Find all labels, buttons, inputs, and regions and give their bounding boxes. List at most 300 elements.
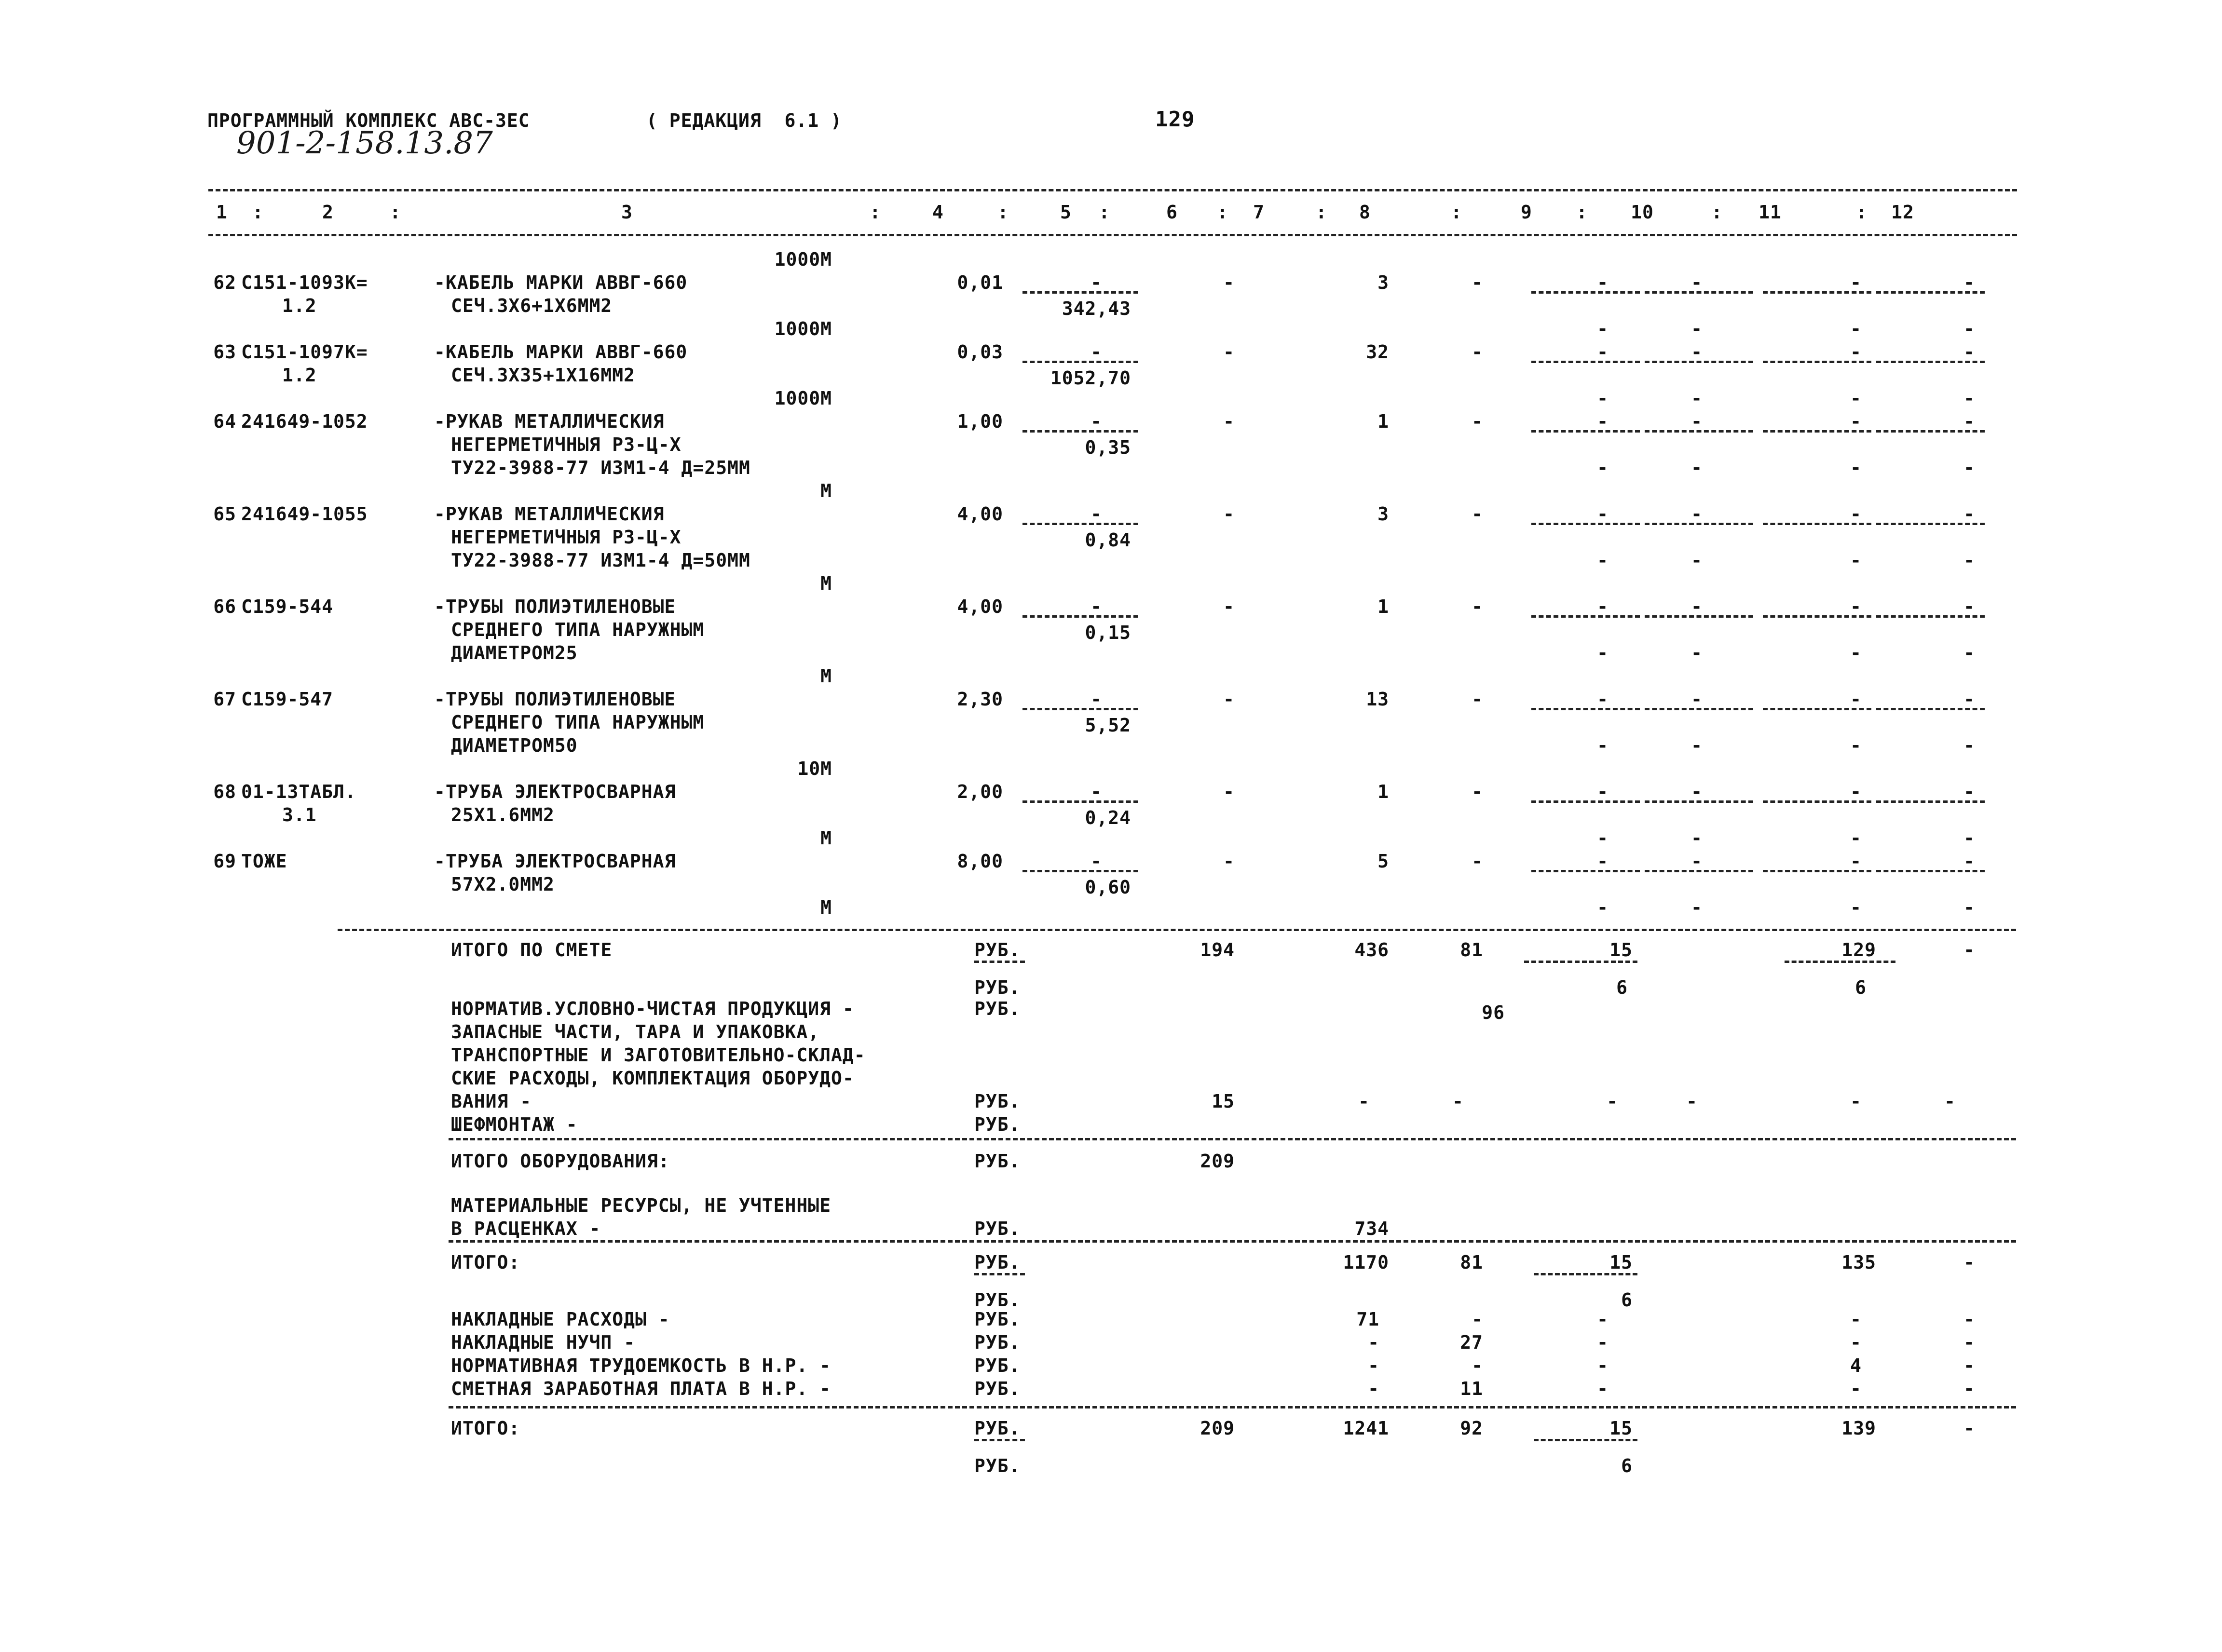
column-header-cell: 3 [621,202,633,223]
row-code: С159-547 [241,689,334,710]
row-code: 241649-1055 [241,503,368,525]
row-col12-b: - [1963,457,1975,478]
row-price: 0,24 [1085,807,1131,828]
row-code: ТОЖЕ [241,851,287,872]
row-price: 342,43 [1062,298,1131,319]
row-col7: 13 [1366,689,1389,710]
overhead-unit: РУБ. [974,1355,1021,1376]
unit-label: М [820,665,832,687]
row-col10-b: - [1691,897,1703,918]
sub-rule [1763,523,1871,525]
row-col9: - [1597,272,1609,293]
materials-line: МАТЕРИАЛЬНЫЕ РЕСУРСЫ, НЕ УЧТЕННЫЕ [451,1195,831,1216]
row-col11: - [1850,781,1862,802]
row-code: С151-1093К= [241,272,368,293]
row-col7: 5 [1377,851,1389,872]
itogo2-unit: РУБ. [974,1418,1021,1439]
sub-rule [1531,523,1640,525]
sub-rule [1531,870,1640,872]
row-col10-b: - [1691,457,1703,478]
sub-rule [1531,291,1640,294]
materials-line: В РАСЦЕНКАХ - [451,1218,601,1239]
unit-label: М [820,827,832,849]
row-col11-b: - [1850,388,1862,409]
section-rule [449,1138,2016,1140]
normative-line: ВАНИЯ - [451,1091,532,1112]
row-col10-b: - [1691,388,1703,409]
sub-rule [1876,870,1985,872]
sub-rule [1785,961,1895,963]
sub-rule [1022,430,1138,433]
row-col9-b: - [1597,550,1609,571]
empty-cell: - [1607,1091,1618,1112]
normative-line: ЗАПАСНЫЕ ЧАСТИ, ТАРА И УПАКОВКА, [451,1021,820,1043]
row-col12: - [1963,689,1975,710]
sub-rule [1022,291,1138,294]
row-number: 67 [213,689,236,710]
row-col11-b: - [1850,457,1862,478]
row-col10: - [1691,341,1703,363]
row-col12: - [1963,596,1975,617]
row-col6: - [1223,689,1235,710]
row-col7: 1 [1377,596,1389,617]
sub-rule [1534,1439,1637,1441]
row-col10: - [1691,503,1703,525]
sub-rule [1645,430,1753,433]
row-col9-b: - [1597,827,1609,849]
row-description: -КАБЕЛЬ МАРКИ АВВГ-660 [434,341,688,363]
overhead-label: НАКЛАДНЫЕ НУЧП - [451,1332,636,1353]
column-header-cell: 6 [1166,202,1178,223]
sub-rule [1645,291,1753,294]
row-col5: - [1091,689,1102,710]
row-col12-b: - [1963,735,1975,756]
total-estimate-unit: РУБ. [974,939,1021,961]
equipment-total-label: ИТОГО ОБОРУДОВАНИЯ: [451,1151,670,1172]
row-col7: 1 [1377,411,1389,432]
itogo1-label: ИТОГО: [451,1252,520,1273]
column-header-cell: : [997,202,1009,223]
row-col12-b: - [1963,642,1975,664]
sub-rule [974,1439,1025,1441]
section-rule [449,1406,2016,1408]
unit-label: М [820,573,832,594]
row-quantity: 0,03 [957,341,1003,363]
sub-rule [1531,615,1640,618]
sub-rule [1022,361,1138,363]
row-description: -ТРУБЫ ПОЛИЭТИЛЕНОВЫЕ [434,689,676,710]
sub-rule [1645,523,1753,525]
row-price: 5,52 [1085,715,1131,736]
shefmontazh-label: ШЕФМОНТАЖ - [451,1114,578,1135]
overhead-col11: - [1850,1378,1862,1399]
total-estimate-col6: 194 [1200,939,1235,961]
overhead-col7: - [1368,1378,1379,1399]
row-col6: - [1223,851,1235,872]
row-number: 69 [213,851,236,872]
sub-rule [974,1273,1025,1275]
row-col7: 3 [1377,503,1389,525]
row-col9: - [1597,503,1609,525]
total-estimate-col11-b: 6 [1855,977,1867,998]
row-description: -ТРУБА ЭЛЕКТРОСВАРНАЯ [434,851,676,872]
column-header-cell: 7 [1253,202,1265,223]
row-col11-b: - [1850,318,1862,339]
row-col10-b: - [1691,318,1703,339]
column-header-cell: 10 [1631,202,1654,223]
section-rule [449,1240,2016,1243]
empty-cell: - [1850,1091,1862,1112]
overhead-col7: - [1368,1332,1379,1353]
column-header-cell: : [1451,202,1462,223]
row-number: 63 [213,341,236,363]
row-col11-b: - [1850,735,1862,756]
header-rule-top [208,189,2017,191]
row-col6: - [1223,781,1235,802]
row-col9: - [1597,851,1609,872]
sub-rule [1645,800,1753,803]
sub-rule [1022,708,1138,710]
row-col5: - [1091,596,1102,617]
overhead-col11: - [1850,1309,1862,1330]
row-col7: 32 [1366,341,1389,363]
sub-rule [1763,800,1871,803]
overhead-col7: 71 [1356,1309,1379,1330]
materials-col7: 734 [1354,1218,1389,1239]
row-col6: - [1223,596,1235,617]
sub-rule [1645,615,1753,618]
row-price: 1052,70 [1050,367,1131,389]
row-col12: - [1963,503,1975,525]
row-col10: - [1691,411,1703,432]
sub-rule [1876,430,1985,433]
sub-rule [1763,291,1871,294]
column-header-cell: 5 [1060,202,1072,223]
row-col11: - [1850,596,1862,617]
normative-unit: РУБ. [974,998,1021,1019]
overhead-col12: - [1963,1355,1975,1376]
row-description: -ТРУБА ЭЛЕКТРОСВАРНАЯ [434,781,676,802]
row-quantity: 0,01 [957,272,1003,293]
row-description: ТУ22-3988-77 ИЗМ1-4 Д=25ММ [451,457,750,478]
sub-rule [1534,1273,1637,1275]
overhead-col8: 27 [1460,1332,1483,1353]
sub-rule [1876,523,1985,525]
row-price: 0,84 [1085,529,1131,551]
sub-rule [1763,361,1871,363]
column-header-cell: : [1217,202,1228,223]
row-code: С151-1097К= [241,341,368,363]
row-code: С159-544 [241,596,334,617]
overhead-label: СМЕТНАЯ ЗАРАБОТНАЯ ПЛАТА В Н.Р. - [451,1378,831,1399]
row-col8: - [1472,596,1483,617]
row-number: 65 [213,503,236,525]
column-header-cell: : [1711,202,1723,223]
row-number: 62 [213,272,236,293]
overhead-col11: - [1850,1332,1862,1353]
edition-label: ( РЕДАКЦИЯ 6.1 ) [646,110,842,131]
row-col12-b: - [1963,550,1975,571]
shefmontazh-unit: РУБ. [974,1114,1021,1135]
sub-rule [1763,708,1871,710]
itogo1-col9: 15 [1609,1252,1633,1273]
itogo2-col6: 209 [1200,1418,1235,1439]
row-code-sub: 1.2 [282,365,317,386]
sub-rule [1763,615,1871,618]
overhead-col9: - [1597,1332,1609,1353]
total-estimate-col7: 436 [1354,939,1389,961]
itogo1-col7: 1170 [1343,1252,1389,1273]
itogo2-col7: 1241 [1343,1418,1389,1439]
total-estimate-col9-b: 6 [1616,977,1628,998]
row-description: СРЕДНЕГО ТИПА НАРУЖНЫМ [451,712,705,733]
row-quantity: 2,30 [957,689,1003,710]
row-col9-b: - [1597,642,1609,664]
row-description: СЕЧ.3Х6+1Х6ММ2 [451,295,613,316]
column-header-cell: 8 [1359,202,1371,223]
overhead-col11: 4 [1850,1355,1862,1376]
row-col8: - [1472,851,1483,872]
sub-rule [1022,870,1138,872]
row-description: СЕЧ.3Х35+1Х16ММ2 [451,365,636,386]
total-estimate-unit-b: РУБ. [974,977,1021,998]
sub-rule [1876,291,1985,294]
itogo2-col8: 92 [1460,1418,1483,1439]
row-description: -КАБЕЛЬ МАРКИ АВВГ-660 [434,272,688,293]
row-col8: - [1472,341,1483,363]
row-description: 25Х1.6ММ2 [451,804,555,826]
row-col12-b: - [1963,827,1975,849]
program-title: ПРОГРАММНЫЙ КОМПЛЕКС АВС-3ЕС [207,110,530,131]
row-col10: - [1691,596,1703,617]
row-col6: - [1223,272,1235,293]
row-col12: - [1963,411,1975,432]
normative-line: ТРАНСПОРТНЫЕ И ЗАГОТОВИТЕЛЬНО-СКЛАД- [451,1044,866,1066]
row-col12-b: - [1963,318,1975,339]
row-description: -РУКАВ МЕТАЛЛИЧЕСКИЯ [434,503,665,525]
row-col10-b: - [1691,827,1703,849]
row-col12: - [1963,781,1975,802]
overhead-col8: - [1472,1355,1483,1376]
normative-line: СКИЕ РАСХОДЫ, КОМПЛЕКТАЦИЯ ОБОРУДО- [451,1068,854,1089]
row-col11-b: - [1850,642,1862,664]
row-col11: - [1850,411,1862,432]
itogo2-col11: 139 [1841,1418,1876,1439]
normative-unit-2: РУБ. [974,1091,1021,1112]
row-code: 01-13ТАБЛ. [241,781,356,802]
row-number: 66 [213,596,236,617]
itogo2-col9-b: 6 [1621,1455,1633,1476]
row-col8: - [1472,781,1483,802]
row-price: 0,60 [1085,877,1131,898]
row-description: НЕГЕРМЕТИЧНЫЯ РЗ-Ц-Х [451,527,682,548]
row-quantity: 2,00 [957,781,1003,802]
sub-rule [974,961,1025,963]
row-col9-b: - [1597,457,1609,478]
column-header-cell: 9 [1521,202,1532,223]
overhead-col9: - [1597,1378,1609,1399]
sub-rule [1763,430,1871,433]
row-col12: - [1963,272,1975,293]
overhead-unit: РУБ. [974,1309,1021,1330]
column-header-cell: : [1099,202,1110,223]
itogo1-col11: 135 [1841,1252,1876,1273]
overhead-col12: - [1963,1332,1975,1353]
row-col11: - [1850,851,1862,872]
row-col12-b: - [1963,897,1975,918]
row-number: 68 [213,781,236,802]
row-price: 0,35 [1085,437,1131,458]
itogo1-unit: РУБ. [974,1252,1021,1273]
sub-rule [1531,430,1640,433]
column-header-cell: 12 [1891,202,1914,223]
page-number: 129 [1155,107,1195,132]
sub-rule [1022,615,1138,618]
row-col9: - [1597,411,1609,432]
sub-rule [1022,800,1138,803]
row-price: 0,15 [1085,622,1131,643]
normative-col8: 96 [1482,1002,1505,1023]
sub-rule [1531,708,1640,710]
row-description: ТУ22-3988-77 ИЗМ1-4 Д=50ММ [451,550,750,571]
row-col9: - [1597,781,1609,802]
empty-cell: - [1358,1091,1370,1112]
row-col9: - [1597,689,1609,710]
column-header-cell: : [252,202,264,223]
row-col12: - [1963,341,1975,363]
row-col10: - [1691,781,1703,802]
sub-rule [1876,800,1985,803]
itogo2-label: ИТОГО: [451,1418,520,1439]
row-col9-b: - [1597,318,1609,339]
row-col9: - [1597,596,1609,617]
overhead-col12: - [1963,1378,1975,1399]
itogo1-unit-b: РУБ. [974,1289,1021,1311]
row-col7: 1 [1377,781,1389,802]
overhead-label: НАКЛАДНЫЕ РАСХОДЫ - [451,1309,670,1330]
column-header-cell: : [1856,202,1868,223]
overhead-unit: РУБ. [974,1378,1021,1399]
row-col5: - [1091,411,1102,432]
row-col8: - [1472,272,1483,293]
overhead-col7: - [1368,1355,1379,1376]
row-number: 64 [213,411,236,432]
sub-rule [1524,961,1637,963]
sub-rule [1876,615,1985,618]
header-rule-bottom [208,234,2017,236]
total-estimate-col8: 81 [1460,939,1483,961]
row-col5: - [1091,851,1102,872]
column-header-cell: 1 [216,202,228,223]
row-col10-b: - [1691,735,1703,756]
row-col12: - [1963,851,1975,872]
sub-rule [1645,870,1753,872]
sub-rule [1645,708,1753,710]
total-estimate-label: ИТОГО ПО СМЕТЕ [451,939,613,961]
column-header-cell: : [390,202,401,223]
itogo1-col8: 81 [1460,1252,1483,1273]
row-description: НЕГЕРМЕТИЧНЫЯ РЗ-Ц-Х [451,434,682,455]
row-col9-b: - [1597,897,1609,918]
row-col5: - [1091,503,1102,525]
row-col11: - [1850,272,1862,293]
itogo1-col9-b: 6 [1621,1289,1633,1311]
row-col8: - [1472,503,1483,525]
row-col10-b: - [1691,550,1703,571]
overhead-col9: - [1597,1309,1609,1330]
row-col11-b: - [1850,897,1862,918]
row-description: -РУКАВ МЕТАЛЛИЧЕСКИЯ [434,411,665,432]
row-col10-b: - [1691,642,1703,664]
empty-cell: - [1944,1091,1956,1112]
itogo1-col12: - [1963,1252,1975,1273]
unit-label: 1000М [774,388,832,409]
row-code-sub: 3.1 [282,804,317,826]
row-col10: - [1691,689,1703,710]
row-col10: - [1691,272,1703,293]
row-col11-b: - [1850,827,1862,849]
itogo2-unit-b: РУБ. [974,1455,1021,1476]
row-col11: - [1850,689,1862,710]
overhead-label: НОРМАТИВНАЯ ТРУДОЕМКОСТЬ В Н.Р. - [451,1355,831,1376]
handwritten-code: 901-2-158.13.87 [236,125,493,161]
normative-col6: 15 [1212,1091,1235,1112]
unit-label: М [820,480,832,501]
empty-cell: - [1452,1091,1464,1112]
column-header-cell: 2 [322,202,334,223]
row-quantity: 4,00 [957,596,1003,617]
row-quantity: 1,00 [957,411,1003,432]
equipment-total-unit: РУБ. [974,1151,1021,1172]
row-description: 57Х2.0ММ2 [451,874,555,895]
empty-cell: - [1686,1091,1698,1112]
section-rule [338,929,2016,931]
row-code-sub: 1.2 [282,295,317,316]
sub-rule [1876,708,1985,710]
sub-rule [1876,361,1985,363]
sub-rule [1022,523,1138,525]
sub-rule [1645,361,1753,363]
row-col6: - [1223,411,1235,432]
itogo2-col9: 15 [1609,1418,1633,1439]
row-col8: - [1472,411,1483,432]
row-col5: - [1091,272,1102,293]
row-description: ДИАМЕТРОМ25 [451,642,578,664]
normative-line: НОРМАТИВ.УСЛОВНО-ЧИСТАЯ ПРОДУКЦИЯ - [451,998,854,1019]
row-col8: - [1472,689,1483,710]
equipment-total-col6: 209 [1200,1151,1235,1172]
row-code: 241649-1052 [241,411,368,432]
column-header-cell: 11 [1759,202,1782,223]
sub-rule [1531,800,1640,803]
row-col9-b: - [1597,735,1609,756]
unit-label: 1000М [774,249,832,270]
column-header-cell: : [1316,202,1327,223]
row-quantity: 4,00 [957,503,1003,525]
row-description: СРЕДНЕГО ТИПА НАРУЖНЫМ [451,619,705,640]
unit-label: М [820,897,832,918]
total-estimate-col11: 129 [1841,939,1876,961]
overhead-unit: РУБ. [974,1332,1021,1353]
overhead-col8: 11 [1460,1378,1483,1399]
sub-rule [1531,361,1640,363]
itogo2-col12: - [1963,1418,1975,1439]
total-estimate-col12: - [1963,939,1975,961]
row-col9-b: - [1597,388,1609,409]
row-col7: 3 [1377,272,1389,293]
row-col11: - [1850,503,1862,525]
row-col6: - [1223,503,1235,525]
